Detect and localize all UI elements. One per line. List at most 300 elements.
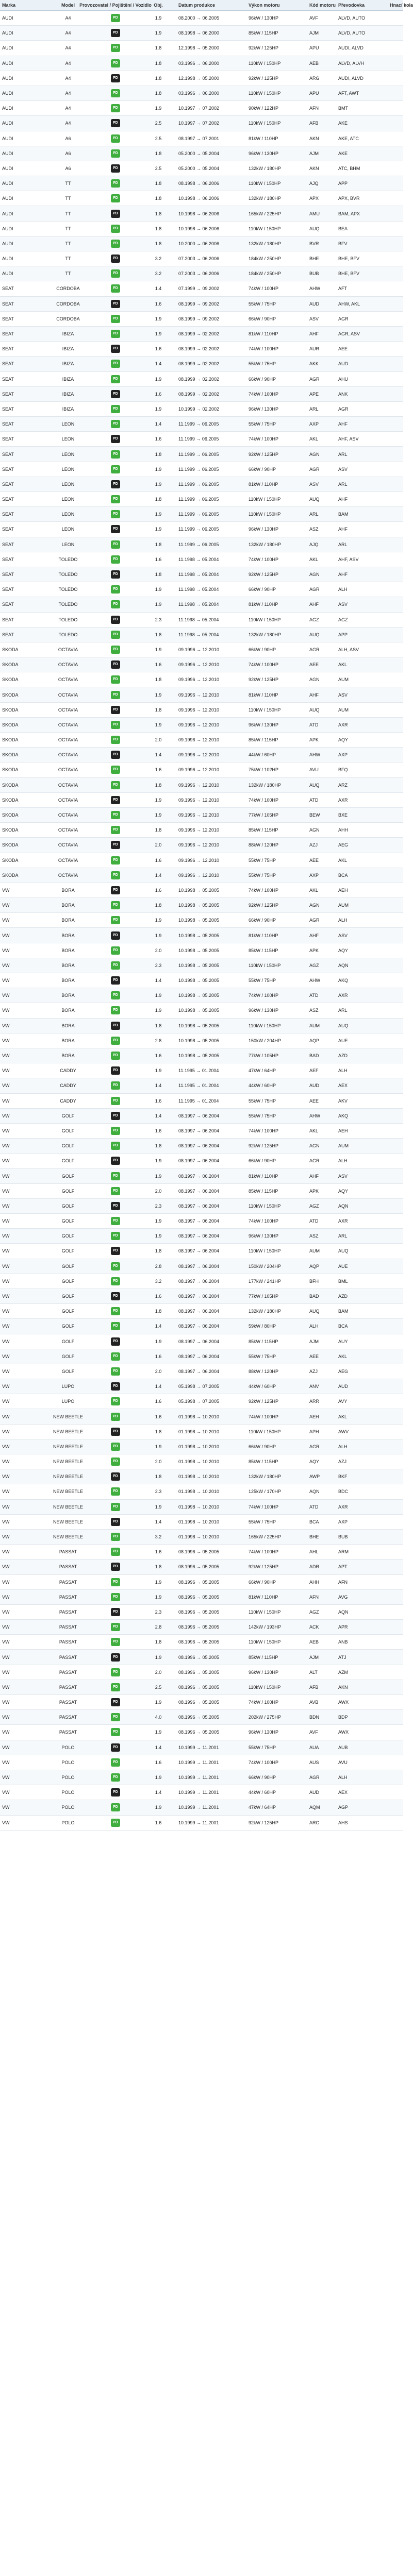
table-cell: BUB [338, 1534, 348, 1540]
table-cell [91, 522, 140, 536]
table-cell: BFQ [338, 767, 348, 773]
table-row[interactable] [0, 1379, 403, 1394]
table-row[interactable] [0, 206, 403, 221]
table-row[interactable] [0, 672, 403, 687]
table-cell: AVG [338, 1594, 348, 1600]
table-cell [91, 762, 140, 777]
table-cell: ALH [338, 918, 348, 923]
table-row[interactable] [0, 1575, 403, 1590]
table-cell: 132kW / 180HP [249, 1309, 282, 1314]
table-cell: VW [2, 918, 10, 923]
table-row[interactable] [0, 86, 403, 101]
table-row[interactable] [0, 567, 403, 582]
table-row[interactable] [0, 1800, 403, 1815]
table-row[interactable] [0, 1334, 403, 1349]
status-badge: PD [111, 375, 120, 383]
table-row[interactable] [0, 1364, 403, 1379]
table-row[interactable] [0, 447, 403, 462]
table-row[interactable] [0, 1785, 403, 1800]
table-row[interactable] [0, 1635, 403, 1650]
table-cell: 07.2003 → 06.2006 [178, 271, 220, 277]
table-cell: 96kW / 130HP [249, 722, 279, 727]
table-cell: TOLEDO [58, 587, 78, 592]
table-row[interactable] [0, 1139, 403, 1154]
table-cell: BDN [309, 1715, 320, 1720]
table-cell: 11.1999 → 06.2005 [178, 466, 219, 472]
table-row[interactable] [0, 1725, 403, 1740]
table-cell: 08.1997 → 06.2004 [178, 1203, 220, 1209]
table-cell [388, 1078, 403, 1093]
table-row[interactable] [0, 613, 403, 628]
table-cell: LUPO [61, 1399, 75, 1404]
table-cell: 1.9 [155, 1233, 162, 1239]
table-cell: 110kW / 150HP [249, 91, 281, 96]
table-cell [91, 1755, 140, 1770]
status-badge: PD [111, 961, 120, 970]
table-cell [91, 838, 140, 852]
table-row[interactable] [0, 1154, 403, 1168]
status-badge: PD [111, 495, 120, 503]
table-cell: 10.1998 → 05.2005 [178, 887, 220, 893]
table-cell: GOLF [61, 1263, 75, 1269]
table-row[interactable] [0, 1048, 403, 1063]
header-cell: Model [61, 3, 75, 8]
table-row[interactable] [0, 11, 403, 26]
table-row[interactable] [0, 552, 403, 567]
table-cell: GOLF [61, 1188, 75, 1194]
table-row[interactable] [0, 1439, 403, 1454]
table-cell [388, 613, 403, 627]
table-row[interactable] [0, 1665, 403, 1680]
status-badge: PD [111, 525, 120, 533]
table-cell [91, 1409, 140, 1423]
table-cell: PASSAT [59, 1564, 77, 1570]
status-badge: PD [111, 1097, 120, 1105]
status-badge: PD [111, 540, 120, 549]
header-cell: Marka [2, 3, 16, 8]
table-row[interactable] [0, 913, 403, 928]
table-cell: AHW, AKL [338, 301, 360, 307]
table-cell: 74kW / 100HP [249, 1218, 279, 1224]
table-cell: AGR [309, 1444, 320, 1449]
status-badge: PD [111, 1367, 120, 1376]
table-cell: AQP [309, 1263, 320, 1269]
table-row[interactable] [0, 1469, 403, 1484]
table-cell [91, 1109, 140, 1123]
table-cell: 77kW / 105HP [249, 812, 279, 818]
table-row[interactable] [0, 1019, 403, 1033]
table-cell: AUQ [309, 497, 320, 502]
table-cell: ALH [338, 587, 348, 592]
table-cell [388, 327, 403, 341]
table-row[interactable] [0, 297, 403, 312]
table-cell: AHW [309, 978, 320, 984]
table-cell [388, 838, 403, 852]
table-row[interactable] [0, 1349, 403, 1364]
table-cell: SKODA [2, 842, 19, 848]
table-row[interactable] [0, 958, 403, 973]
table-row[interactable] [0, 1124, 403, 1139]
table-cell: 1.8 [155, 1248, 162, 1254]
table-cell: 08.1997 → 06.2004 [178, 1218, 220, 1224]
table-row[interactable] [0, 1109, 403, 1124]
table-row[interactable] [0, 26, 403, 41]
table-cell: 10.1998 → 05.2005 [178, 1023, 220, 1028]
table-cell [388, 1635, 403, 1649]
table-cell: LEON [61, 436, 75, 442]
table-row[interactable] [0, 41, 403, 56]
table-cell: 11.1998 → 05.2004 [178, 617, 219, 622]
table-cell: 1.9 [155, 30, 162, 36]
table-row[interactable] [0, 657, 403, 672]
table-row[interactable] [0, 823, 403, 838]
table-row[interactable] [0, 1425, 403, 1439]
table-row[interactable] [0, 808, 403, 823]
table-cell: AUQ [309, 707, 320, 713]
table-cell: ARL [338, 1233, 348, 1239]
table-cell [388, 1154, 403, 1168]
table-row[interactable] [0, 327, 403, 342]
table-cell [388, 823, 403, 837]
table-cell: 1.9 [155, 1218, 162, 1224]
table-cell: 08.1996 → 05.2005 [178, 1700, 220, 1705]
table-row[interactable] [0, 1590, 403, 1605]
table-row[interactable] [0, 1755, 403, 1770]
table-cell: CADDY [60, 1068, 76, 1074]
table-row[interactable] [0, 477, 403, 492]
table-cell: VW [2, 1173, 10, 1179]
table-row[interactable] [0, 1259, 403, 1274]
table-row[interactable] [0, 312, 403, 327]
table-cell: VW [2, 1278, 10, 1284]
table-cell: 08.1997 → 07.2001 [178, 135, 220, 141]
table-row[interactable] [0, 357, 403, 371]
table-cell: 110kW / 150HP [249, 1609, 281, 1615]
table-row[interactable] [0, 1199, 403, 1214]
table-cell: 09.1996 → 12.2010 [178, 707, 220, 713]
table-row[interactable] [0, 402, 403, 417]
table-row[interactable] [0, 56, 403, 71]
table-row[interactable] [0, 853, 403, 868]
table-cell: APR [338, 1624, 348, 1630]
table-row[interactable] [0, 928, 403, 943]
table-row[interactable] [0, 1680, 403, 1695]
table-cell: 1.8 [155, 241, 162, 246]
table-row[interactable] [0, 1650, 403, 1665]
table-row[interactable] [0, 642, 403, 657]
table-row[interactable] [0, 1319, 403, 1334]
table-cell: 08.1999 → 02.2002 [178, 391, 220, 397]
table-row[interactable] [0, 1530, 403, 1545]
table-cell: AUDI [2, 211, 13, 216]
table-cell: AVU [309, 767, 319, 773]
status-badge: PD [111, 255, 120, 263]
table-cell [91, 1650, 140, 1664]
table-cell: 05.2000 → 05.2004 [178, 150, 220, 156]
table-row[interactable] [0, 417, 403, 432]
table-row[interactable] [0, 1605, 403, 1620]
table-row[interactable] [0, 176, 403, 191]
table-row[interactable] [0, 131, 403, 146]
table-cell [91, 898, 140, 912]
table-row[interactable] [0, 146, 403, 161]
table-cell: 10.1999 → 11.2001 [178, 1790, 219, 1795]
table-cell: NEW BEETLE [53, 1459, 83, 1465]
table-cell: AQP [309, 1038, 320, 1043]
table-cell: NEW BEETLE [53, 1519, 83, 1524]
table-cell: AZJ [338, 1459, 347, 1465]
status-badge: PD [111, 555, 120, 564]
table-row[interactable] [0, 1063, 403, 1078]
table-cell: AXR [338, 1504, 348, 1510]
table-cell: AEE [338, 346, 348, 352]
table-row[interactable] [0, 222, 403, 236]
table-cell: 08.1996 → 05.2005 [178, 1654, 220, 1660]
table-cell: 08.1999 → 02.2002 [178, 331, 220, 337]
table-cell: APE [309, 391, 319, 397]
table-cell [388, 1680, 403, 1694]
table-row[interactable] [0, 1560, 403, 1574]
table-row[interactable] [0, 492, 403, 507]
table-cell: ADR [309, 1564, 320, 1570]
header-cell: Datum produkce [178, 3, 216, 8]
table-row[interactable] [0, 1484, 403, 1499]
table-row[interactable] [0, 793, 403, 808]
table-cell [91, 11, 140, 25]
table-row[interactable] [0, 191, 403, 206]
table-cell: PASSAT [59, 1639, 77, 1645]
table-cell: 10.1999 → 11.2001 [178, 1744, 219, 1750]
status-badge: PD [111, 570, 120, 579]
table-row[interactable] [0, 236, 403, 251]
table-cell: 4.0 [155, 1715, 162, 1720]
table-cell [388, 357, 403, 371]
table-cell [388, 1304, 403, 1318]
table-row[interactable] [0, 1078, 403, 1093]
table-row[interactable] [0, 116, 403, 131]
table-row[interactable] [0, 1033, 403, 1048]
table-row[interactable] [0, 1740, 403, 1755]
table-row[interactable] [0, 507, 403, 522]
table-cell [388, 1199, 403, 1213]
status-badge: PD [111, 826, 120, 834]
status-badge: PD [111, 1232, 120, 1240]
table-cell: AJQ [309, 541, 319, 547]
table-cell: SEAT [2, 632, 14, 637]
table-row[interactable] [0, 1409, 403, 1424]
table-row[interactable] [0, 1304, 403, 1319]
table-row[interactable] [0, 342, 403, 357]
table-cell: AFN [309, 106, 319, 111]
header-cell: Kód motoru [309, 3, 336, 8]
table-row[interactable] [0, 462, 403, 477]
table-row[interactable] [0, 161, 403, 176]
table-cell: 08.1996 → 05.2005 [178, 1594, 220, 1600]
table-row[interactable] [0, 1515, 403, 1530]
table-cell: 74kW / 100HP [249, 346, 279, 352]
table-row[interactable] [0, 251, 403, 266]
table-cell: 10.1998 → 06.2006 [178, 196, 220, 201]
table-cell: 1.9 [155, 1173, 162, 1179]
table-row[interactable] [0, 1545, 403, 1560]
table-cell: VW [2, 1669, 10, 1675]
table-row[interactable] [0, 1184, 403, 1199]
table-cell: 59kW / 80HP [249, 1324, 276, 1329]
table-row[interactable] [0, 1289, 403, 1304]
status-badge: PD [111, 1593, 120, 1601]
table-row[interactable] [0, 522, 403, 537]
table-cell: VW [2, 1744, 10, 1750]
table-cell: BORA [61, 962, 75, 968]
table-cell: 110kW / 150HP [249, 497, 281, 502]
table-cell: 11.1995 → 01.2004 [178, 1083, 219, 1089]
table-cell: AEG [338, 1368, 349, 1374]
table-row[interactable] [0, 628, 403, 642]
table-cell: 08.1997 → 06.2004 [178, 1353, 220, 1359]
table-row[interactable] [0, 1214, 403, 1229]
table-cell [91, 1530, 140, 1544]
table-row[interactable] [0, 266, 403, 281]
table-row[interactable] [0, 687, 403, 702]
table-cell: BORA [61, 947, 75, 953]
table-cell: AUDI [2, 181, 13, 187]
table-row[interactable] [0, 101, 403, 116]
table-cell [91, 1184, 140, 1198]
table-cell: AHL [309, 1549, 319, 1555]
table-cell: 08.1997 → 06.2004 [178, 1143, 220, 1149]
table-cell: AZD [338, 1053, 348, 1059]
status-badge: PD [111, 1217, 120, 1225]
table-row[interactable] [0, 1454, 403, 1469]
table-row[interactable] [0, 537, 403, 552]
table-cell: ALVD, AUTO [338, 30, 366, 36]
status-badge: PD [111, 931, 120, 940]
table-cell: 10.1999 → 11.2001 [178, 1805, 219, 1810]
table-row[interactable] [0, 597, 403, 612]
table-row[interactable] [0, 281, 403, 296]
table-row[interactable] [0, 778, 403, 793]
table-row[interactable] [0, 898, 403, 913]
table-row[interactable] [0, 71, 403, 86]
table-row[interactable] [0, 1500, 403, 1515]
table-cell: 08.1996 → 05.2005 [178, 1669, 220, 1675]
status-badge: PD [111, 104, 120, 112]
table-row[interactable] [0, 973, 403, 988]
table-row[interactable] [0, 1620, 403, 1635]
table-cell: AQN [338, 1609, 349, 1615]
table-cell: AEE [309, 662, 319, 668]
table-row[interactable] [0, 1003, 403, 1018]
table-row[interactable] [0, 733, 403, 748]
table-row[interactable] [0, 1094, 403, 1109]
table-row[interactable] [0, 1695, 403, 1710]
table-cell: 81kW / 110HP [249, 1173, 278, 1179]
table-cell: TOLEDO [58, 602, 78, 607]
table-row[interactable] [0, 387, 403, 402]
table-row[interactable] [0, 1394, 403, 1409]
table-row[interactable] [0, 718, 403, 733]
table-row[interactable] [0, 1816, 403, 1831]
table-cell: AUDI [2, 106, 13, 111]
table-row[interactable] [0, 372, 403, 387]
table-cell: AUDI, ALVD [338, 45, 364, 51]
table-row[interactable] [0, 1710, 403, 1725]
table-cell [91, 507, 140, 521]
table-row[interactable] [0, 1274, 403, 1289]
table-cell: 10.1998 → 05.2005 [178, 978, 220, 984]
table-cell: BAM [338, 1309, 349, 1314]
table-row[interactable] [0, 432, 403, 447]
table-cell: PASSAT [59, 1654, 77, 1660]
table-row[interactable] [0, 1168, 403, 1183]
table-cell: AHF [309, 331, 319, 337]
table-cell: APU [309, 45, 319, 51]
table-cell [91, 913, 140, 927]
table-cell: 2.5 [155, 135, 162, 141]
table-cell [91, 1048, 140, 1063]
table-cell: BORA [61, 1038, 75, 1043]
table-cell: 55kW / 75HP [249, 1113, 276, 1118]
table-cell: PASSAT [59, 1624, 77, 1630]
table-cell: 1.8 [155, 60, 162, 66]
table-cell [388, 1229, 403, 1243]
table-cell: 08.1998 → 06.2006 [178, 181, 220, 187]
table-cell: 55kW / 75HP [249, 361, 276, 367]
table-row[interactable] [0, 1770, 403, 1785]
status-badge: PD [111, 811, 120, 819]
table-cell: 96kW / 130HP [249, 1008, 279, 1013]
table-cell: GOLF [61, 1368, 75, 1374]
table-row[interactable] [0, 762, 403, 777]
table-cell: ALH [338, 1068, 348, 1074]
table-cell: VW [2, 1294, 10, 1299]
table-cell [388, 1289, 403, 1303]
table-cell: 96kW / 130HP [249, 1730, 279, 1735]
table-cell [388, 251, 403, 266]
table-cell: 08.1997 → 06.2004 [178, 1233, 220, 1239]
table-cell: BORA [61, 1053, 75, 1059]
table-row[interactable] [0, 868, 403, 883]
table-cell: BHE [309, 256, 319, 262]
table-cell: 1.6 [155, 1549, 162, 1555]
table-cell: LEON [61, 497, 75, 502]
table-cell: 03.1996 → 06.2000 [178, 60, 220, 66]
table-row[interactable] [0, 1244, 403, 1259]
table-cell [91, 1334, 140, 1349]
table-row[interactable] [0, 1229, 403, 1244]
status-badge: PD [111, 991, 120, 999]
table-cell: SKODA [2, 872, 19, 878]
table-cell: 92kW / 125HP [249, 45, 279, 51]
table-cell: OCTAVIA [58, 842, 78, 848]
table-cell [388, 1605, 403, 1619]
table-row[interactable] [0, 943, 403, 958]
table-row[interactable] [0, 703, 403, 718]
table-row[interactable] [0, 988, 403, 1003]
table-cell [388, 1139, 403, 1153]
table-row[interactable] [0, 883, 403, 898]
table-row[interactable] [0, 748, 403, 762]
table-cell: 1.9 [155, 602, 162, 607]
status-badge: PD [111, 1413, 120, 1421]
table-cell: A4 [65, 15, 71, 21]
table-row[interactable] [0, 838, 403, 853]
table-cell: BHE, BFV [338, 271, 360, 277]
table-cell: AWV [338, 1429, 349, 1434]
table-cell: NEW BEETLE [53, 1489, 83, 1495]
table-cell [91, 161, 140, 176]
table-row[interactable] [0, 582, 403, 597]
